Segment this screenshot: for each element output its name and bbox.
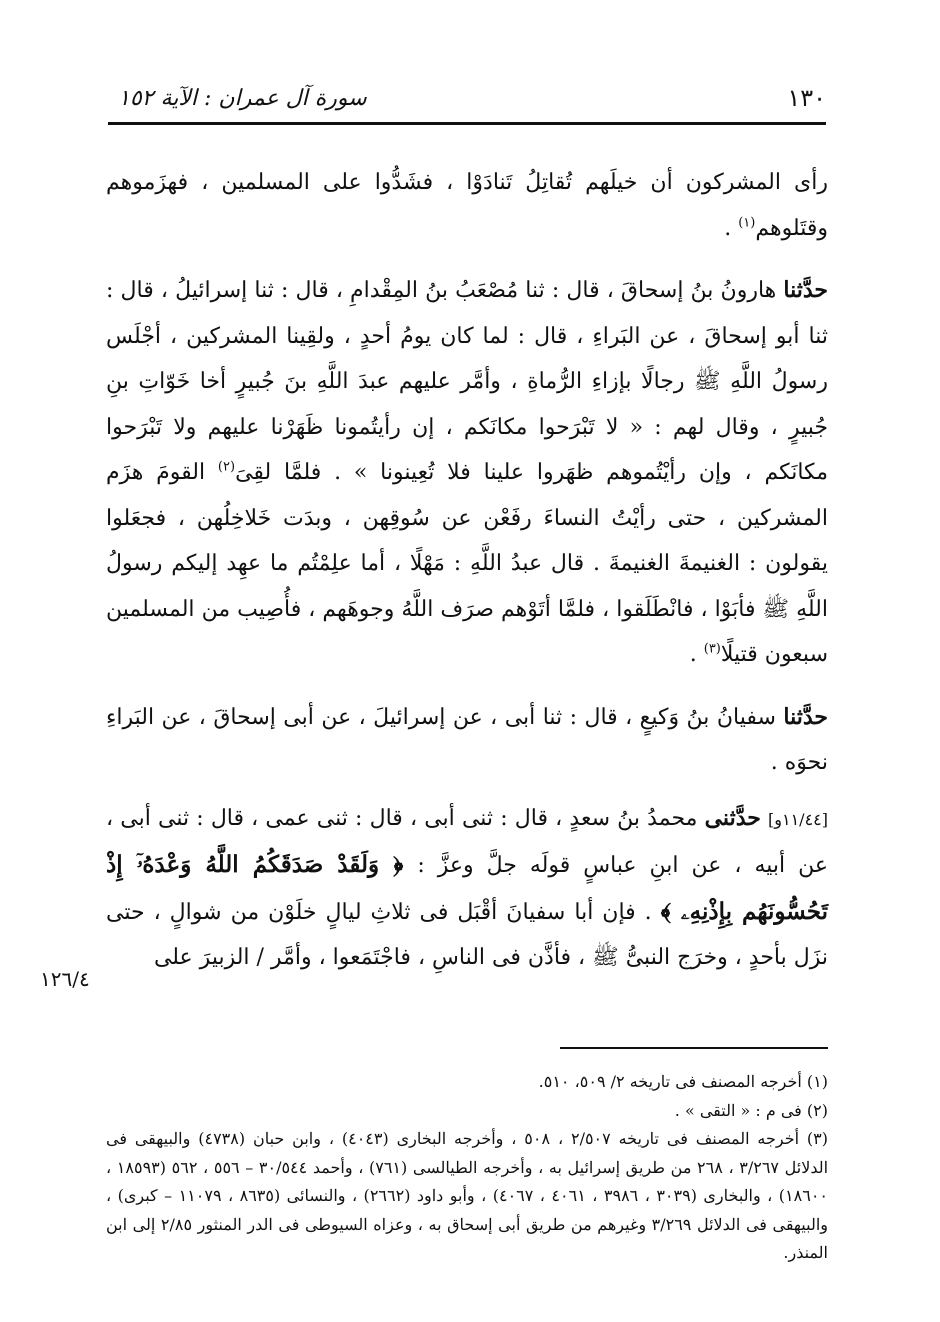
footnote-1: (١) أخرجه المصنف فى تاريخه ٢/ ٥٠٩، ٥١٠. [538, 1072, 828, 1091]
paragraph-4 [106, 796, 828, 981]
header-rule [108, 122, 826, 125]
chain-lead-word: حدَّثنا [783, 703, 828, 730]
chain-lead-word: حدَّثنى [704, 804, 761, 831]
paragraph-end: . [724, 215, 739, 241]
margin-page-reference: ١٢٦/٤ [40, 967, 90, 991]
running-title: سورة آل عمران : الآية ١٥٢ [118, 85, 367, 111]
paragraph-text: رأى المشركون أن خيلَهم تُقاتِلُ تَنادَوْا ، فشَدُّوا على المسلمين ، فهزَموهم وقتَلوهم [106, 170, 828, 241]
chain-lead-word: حدَّثنا [783, 277, 828, 303]
footnote-3: (٣) أخرجه المصنف فى تاريخه ٢/٥٠٧ ، ٥٠٨ ، وأخرجه البخارى (٤٠٤٣) ، وابن حبان (٤٧٣٨) والبيهقى فى الدلائل ٣/٢٦٧ ، ٢٦٨ من طريق إسرائيل به ، وأخرجه الطيالسى (٧٦١) ، وأحمد ٣٠/٥٤٤ – ٥٥٦ ، ٥٦٢ (١٨٥٩٣ ، ١٨٦٠٠) ، والبخارى (٣٠٣٩ ، ٣٩٨٦ ، ٤٠٦١ ، ٤٠٦٧) ، وأبو داود (٢٦٦٢) ، والنسائى (٨٦٣٥ ، ١١٠٧٩ – كبرى) ، والبيهقى فى الدلائل ٣/٢٦٩ وغيرهم من طريق أبى إسحاق به ، وعزاه السيوطى فى الدر المنثور ٢/٨٥ إلى ابن المنذر. [106, 1129, 829, 1262]
paragraph-1 [106, 160, 828, 251]
main-text [106, 160, 828, 998]
footnote-marker: (٣) [703, 641, 721, 657]
quran-verse: ﴿ وَلَقَدْ صَدَقَكُمُ اللَّهُ وَعْدَهُۥٓ إِذْ تَحُسُّونَهُم بِإِذْنِهِۦ ﴾ [106, 851, 828, 925]
footnote-marker: (٢) [217, 459, 236, 475]
footnote-marker: (١) [738, 215, 756, 231]
page-number: ١٣٠ [787, 84, 826, 112]
paragraph-text: هارونُ بنُ إسحاقَ ، قال : ثنا مُصْعَبُ بنُ المِقْدامِ ، قال : ثنا إسرائيلُ ، قال : ثنا أبو إسحاقَ ، عن البَراءِ ، قال : لما كان يومُ أحدٍ ، ولقِينا المشركين ، أجْلَس رسولُ اللَّهِ ﷺ رجالًا بإزاءِ الرُّماةِ ، وأمَّر عليهم عبدَ اللَّهِ بنَ جُبيرٍ أخا خَوّاتِ بنِ جُبيرٍ ، وقال لهم : « لا تَبْرَحوا مكانَكم ، إن رأيتُمونا ظَهَرْنا عليهم ولا تَبْرَحوا مكانَكم ، وإن رأيْتُموهم ظهَروا علينا فلا تُعِينونا » . فلمَّا لقِىَ [106, 278, 828, 485]
paragraph-2 [106, 268, 828, 678]
footnotes [106, 1068, 828, 1268]
footnote-2: (٢) فى م : « التقى » . [674, 1100, 828, 1120]
paragraph-text: محمدُ بنُ سعدٍ ، قال : ثنى أبى ، قال : ثنى عمى ، قال : ثنى أبى ، عن أبيه ، عن ابنِ عباسٍ قولَه جلَّ وعزَّ : [106, 805, 828, 878]
paragraph-end: . [689, 642, 704, 667]
paragraph-text-continued: . فإن أبا سفيانَ أقْبَل فى ثلاثِ ليالٍ خلَوْن من شوالٍ ، حتى نزَل بأحدٍ ، وخرَج النبىُّ ﷺ ، فأذَّن فى الناسِ ، فاجْتَمَعوا ، وأمَّر / الزبيرَ على [106, 899, 828, 970]
footnote-rule [560, 1047, 828, 1049]
paragraph-text: سفيانُ بنُ وَكيعٍ ، قال : ثنا أبى ، عن إسرائيلَ ، عن أبى إسحاقَ ، عن البَراءِ نحوَه . [106, 704, 828, 775]
page-header [108, 78, 826, 118]
paragraph-3 [106, 695, 828, 786]
paragraph-text-continued: القومَ هزَم المشركين ، حتى رأيْتُ النساءَ رفَعْن عن سُوقِهن ، وبدَت خَلاخِلُهن ، فجعَلوا يقولون : الغنيمةَ الغنيمةَ . قال عبدُ اللَّهِ : مَهْلًا ، أما علِمْتُم ما عهِد إليكم رسولُ اللَّهِ ﷺ فأبَوْا ، فانْطَلَقوا ، فلمَّا أتَوْهم صرَف اللَّهُ وجوهَهم ، فأُصِيب من المسلمين سبعون قتيلًا [106, 460, 828, 667]
manuscript-reference: [١١/٤٤و] [768, 809, 828, 829]
